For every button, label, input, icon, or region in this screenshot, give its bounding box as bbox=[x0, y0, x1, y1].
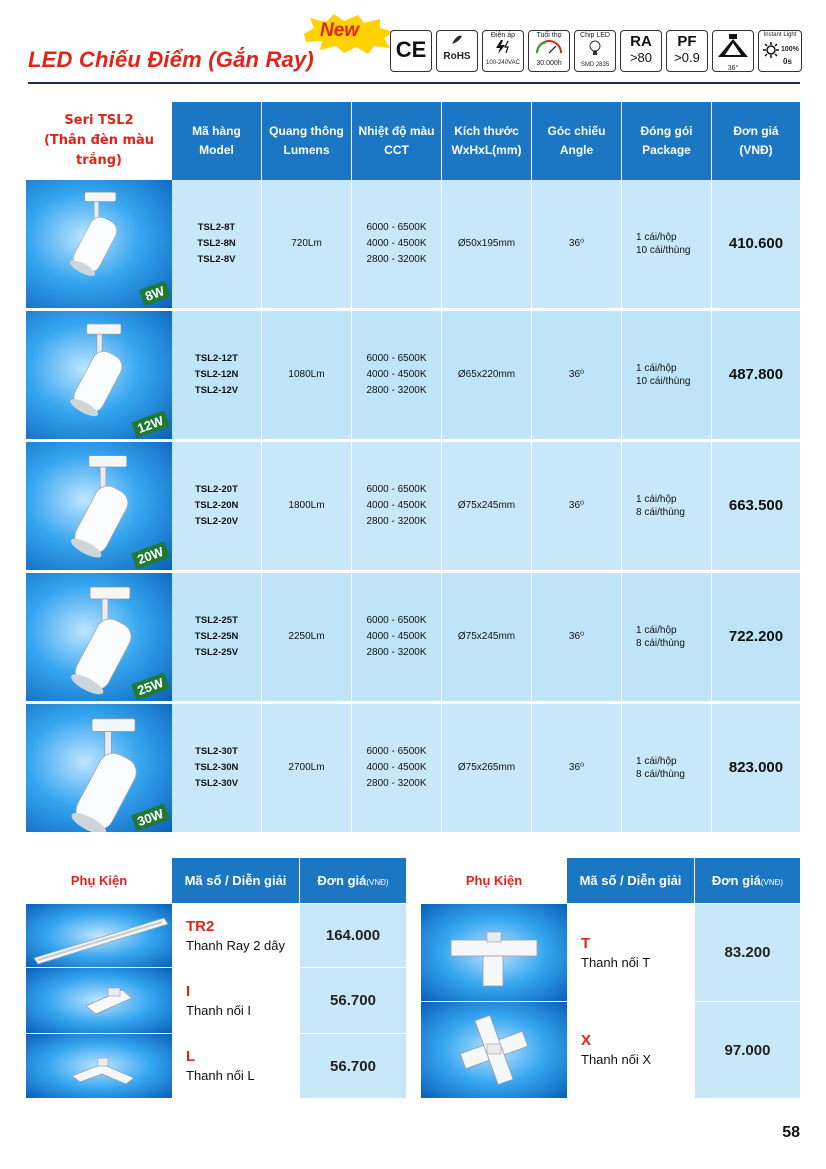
product-row bbox=[26, 442, 800, 570]
accessory-x bbox=[567, 1002, 694, 1098]
lumens-cell: 1080Lm bbox=[288, 369, 325, 380]
accessories-code-header-left: Mã số / Diễn giải bbox=[172, 858, 299, 903]
wattage-badge: 12W bbox=[131, 411, 169, 439]
cct-value: 6000 - 6500K bbox=[366, 484, 427, 495]
cct-value: 6000 - 6500K bbox=[366, 353, 427, 364]
cct-cell bbox=[352, 573, 441, 701]
price-cell: 487.800 bbox=[728, 366, 784, 383]
model-code: TSL2-30V bbox=[194, 778, 239, 789]
product-image bbox=[26, 573, 172, 701]
cct-value: 2800 - 3200K bbox=[366, 778, 427, 789]
cct-value: 4000 - 4500K bbox=[366, 369, 427, 380]
price-header-label: Đơn giá bbox=[711, 873, 761, 888]
model-code: TSL2-8V bbox=[197, 254, 236, 265]
page-title: LED Chiếu Điểm (Gắn Ray) bbox=[28, 47, 314, 72]
model-code: TSL2-12T bbox=[195, 353, 238, 364]
accessory-name: Thanh nối X bbox=[581, 1052, 652, 1067]
pf-icon: PF >0.9 bbox=[666, 30, 708, 72]
package-value: 8 cái/thùng bbox=[636, 638, 685, 649]
column-header-model: Mã hàng Model bbox=[172, 102, 261, 180]
cct-cell bbox=[352, 704, 441, 832]
model-cell bbox=[172, 704, 261, 832]
accessory-name: Thanh nối L bbox=[186, 1068, 255, 1083]
model-cell bbox=[172, 311, 261, 439]
model-code: TSL2-20V bbox=[194, 516, 239, 527]
model-code: TSL2-25N bbox=[194, 631, 239, 642]
accessories-title-left: Phụ Kiện bbox=[26, 858, 172, 903]
accessory-i bbox=[172, 968, 299, 1033]
wattage-badge: 25W bbox=[131, 673, 169, 701]
chip-led-icon: Chip LED SMD 2835 bbox=[574, 30, 616, 72]
column-header-price: Đơn giá (VNĐ) bbox=[712, 102, 800, 180]
accessories-price-header-right bbox=[695, 858, 800, 903]
wattage-badge: 8W bbox=[138, 281, 170, 306]
cct-cell bbox=[352, 442, 441, 570]
ra-icon: RA >80 bbox=[620, 30, 662, 72]
beam-angle-icon: 36° bbox=[712, 30, 754, 72]
package-cell bbox=[622, 573, 711, 701]
product-image bbox=[26, 311, 172, 439]
accessory-l bbox=[172, 1034, 299, 1098]
package-cell bbox=[622, 442, 711, 570]
package-value: 1 cái/hộp bbox=[636, 363, 677, 374]
package-value: 10 cái/thùng bbox=[636, 245, 691, 256]
cct-value: 6000 - 6500K bbox=[366, 222, 427, 233]
accessory-tr2 bbox=[172, 904, 299, 967]
accessory-code: X bbox=[581, 1032, 592, 1049]
spotlight-icon bbox=[715, 33, 751, 59]
rail-track-image bbox=[26, 904, 172, 967]
cct-value: 4000 - 4500K bbox=[366, 762, 427, 773]
size-cell: Ø50x195mm bbox=[457, 238, 516, 249]
connector-l-image bbox=[26, 1034, 172, 1098]
model-code: TSL2-12V bbox=[194, 385, 239, 396]
angle-cell: 36⁰ bbox=[568, 238, 585, 249]
package-cell bbox=[622, 311, 711, 439]
accessory-code: T bbox=[581, 934, 591, 952]
accessory-price: 97.000 bbox=[695, 1002, 800, 1098]
series-name: Seri TSL2 bbox=[64, 113, 134, 128]
accessory-price: 56.700 bbox=[300, 968, 406, 1033]
package-value: 8 cái/thùng bbox=[636, 769, 685, 780]
column-header-size: Kích thước WxHxL(mm) bbox=[442, 102, 531, 180]
product-row bbox=[26, 180, 800, 308]
accessory-code: L bbox=[186, 1048, 196, 1065]
bulb-icon bbox=[588, 40, 602, 56]
package-value: 1 cái/hộp bbox=[636, 494, 677, 505]
accessory-name: Thanh nối I bbox=[186, 1002, 252, 1018]
model-code: TSL2-25T bbox=[195, 615, 238, 626]
cct-value: 6000 - 6500K bbox=[366, 746, 427, 757]
cct-value: 2800 - 3200K bbox=[366, 647, 427, 658]
size-cell: Ø75x265mm bbox=[457, 762, 516, 773]
ce-icon: CE bbox=[390, 30, 432, 72]
angle-cell: 36⁰ bbox=[568, 369, 585, 380]
model-code: TSL2-30N bbox=[194, 762, 239, 773]
cct-value: 4000 - 4500K bbox=[366, 238, 427, 249]
product-image bbox=[26, 442, 172, 570]
wattage-badge: 30W bbox=[131, 804, 169, 832]
lumens-cell: 720Lm bbox=[291, 238, 322, 249]
accessory-name: Thanh Ray 2 dây bbox=[186, 937, 286, 953]
price-cell: 663.500 bbox=[728, 497, 784, 514]
accessory-code: TR2 bbox=[186, 917, 215, 935]
connector-i-image bbox=[26, 968, 172, 1033]
lumens-cell: 1800Lm bbox=[288, 500, 325, 511]
product-image bbox=[26, 180, 172, 308]
gauge-icon bbox=[534, 40, 564, 54]
size-cell: Ø65x220mm bbox=[457, 369, 516, 380]
model-code: TSL2-8T bbox=[197, 222, 236, 233]
page-number: 58 bbox=[782, 1124, 800, 1141]
column-header-package: Đóng gói Package bbox=[622, 102, 711, 180]
lifetime-icon: Tuổi thọ 30.000h bbox=[528, 30, 570, 72]
accessory-name: Thanh nối T bbox=[581, 954, 651, 970]
cct-value: 2800 - 3200K bbox=[366, 516, 427, 527]
cct-value: 4000 - 4500K bbox=[366, 500, 427, 511]
model-code: TSL2-8N bbox=[197, 238, 236, 249]
accessory-price: 83.200 bbox=[695, 904, 800, 1001]
accessories-code-header-right: Mã số / Diễn giải bbox=[567, 858, 694, 903]
price-cell: 823.000 bbox=[728, 759, 784, 776]
rohs-icon: RoHS bbox=[436, 30, 478, 72]
model-code: TSL2-25V bbox=[194, 647, 239, 658]
lumens-cell: 2250Lm bbox=[288, 631, 325, 642]
model-code: TSL2-12N bbox=[194, 369, 239, 380]
package-value: 10 cái/thùng bbox=[636, 376, 691, 387]
model-code: TSL2-30T bbox=[195, 746, 238, 757]
package-value: 1 cái/hộp bbox=[636, 625, 677, 636]
new-badge: New bbox=[320, 20, 360, 41]
product-row bbox=[26, 311, 800, 439]
lumens-cell: 2700Lm bbox=[288, 762, 325, 773]
accessories-price-header-left bbox=[300, 858, 406, 903]
sun-icon bbox=[763, 42, 779, 58]
package-value: 1 cái/hộp bbox=[636, 232, 677, 243]
cct-cell bbox=[352, 311, 441, 439]
column-header-angle: Góc chiếu Angle bbox=[532, 102, 621, 180]
instant-light-icon: Instant Light 100% 0s bbox=[758, 30, 802, 72]
package-cell bbox=[622, 180, 711, 308]
wattage-badge: 20W bbox=[131, 542, 169, 570]
model-code: TSL2-20N bbox=[194, 500, 239, 511]
accessories-title-right: Phụ Kiện bbox=[421, 858, 567, 903]
price-header-unit: (VNĐ) bbox=[366, 877, 389, 887]
price-cell: 410.600 bbox=[728, 235, 784, 252]
package-value: 8 cái/thùng bbox=[636, 507, 685, 518]
accessory-price: 56.700 bbox=[300, 1034, 406, 1098]
cct-cell bbox=[352, 180, 441, 308]
size-cell: Ø75x245mm bbox=[457, 631, 516, 642]
column-header-lumens: Quang thông Lumens bbox=[262, 102, 351, 180]
package-value: 1 cái/hộp bbox=[636, 756, 677, 767]
size-cell: Ø75x245mm bbox=[457, 500, 516, 511]
model-cell bbox=[172, 573, 261, 701]
voltage-icon: Điện áp 100-240VAC bbox=[482, 30, 524, 72]
series-label bbox=[26, 102, 172, 180]
angle-cell: 36⁰ bbox=[568, 631, 585, 642]
product-row bbox=[26, 704, 800, 832]
cct-value: 2800 - 3200K bbox=[366, 385, 427, 396]
product-row bbox=[26, 573, 800, 701]
accessory-t bbox=[567, 904, 694, 1001]
price-header-unit: (VNĐ) bbox=[760, 877, 784, 887]
connector-x-image bbox=[421, 1002, 567, 1098]
angle-cell: 36⁰ bbox=[568, 762, 585, 773]
lightning-icon bbox=[493, 40, 513, 54]
cct-value: 2800 - 3200K bbox=[366, 254, 427, 265]
header-rule bbox=[28, 82, 800, 84]
accessory-price: 164.000 bbox=[300, 904, 406, 967]
model-cell bbox=[172, 180, 261, 308]
connector-t-image bbox=[421, 904, 567, 1001]
cct-value: 6000 - 6500K bbox=[366, 615, 427, 626]
model-code: TSL2-20T bbox=[195, 484, 238, 495]
price-cell: 722.200 bbox=[728, 628, 784, 645]
column-header-cct: Nhiệt độ màu CCT bbox=[352, 102, 441, 180]
cct-value: 4000 - 4500K bbox=[366, 631, 427, 642]
accessory-code: I bbox=[186, 982, 191, 1000]
angle-cell: 36⁰ bbox=[568, 500, 585, 511]
product-image bbox=[26, 704, 172, 832]
series-description: (Thân đèn màu trắng) bbox=[43, 133, 155, 168]
model-cell bbox=[172, 442, 261, 570]
price-header-label: Đơn giá bbox=[317, 873, 367, 888]
package-cell bbox=[622, 704, 711, 832]
